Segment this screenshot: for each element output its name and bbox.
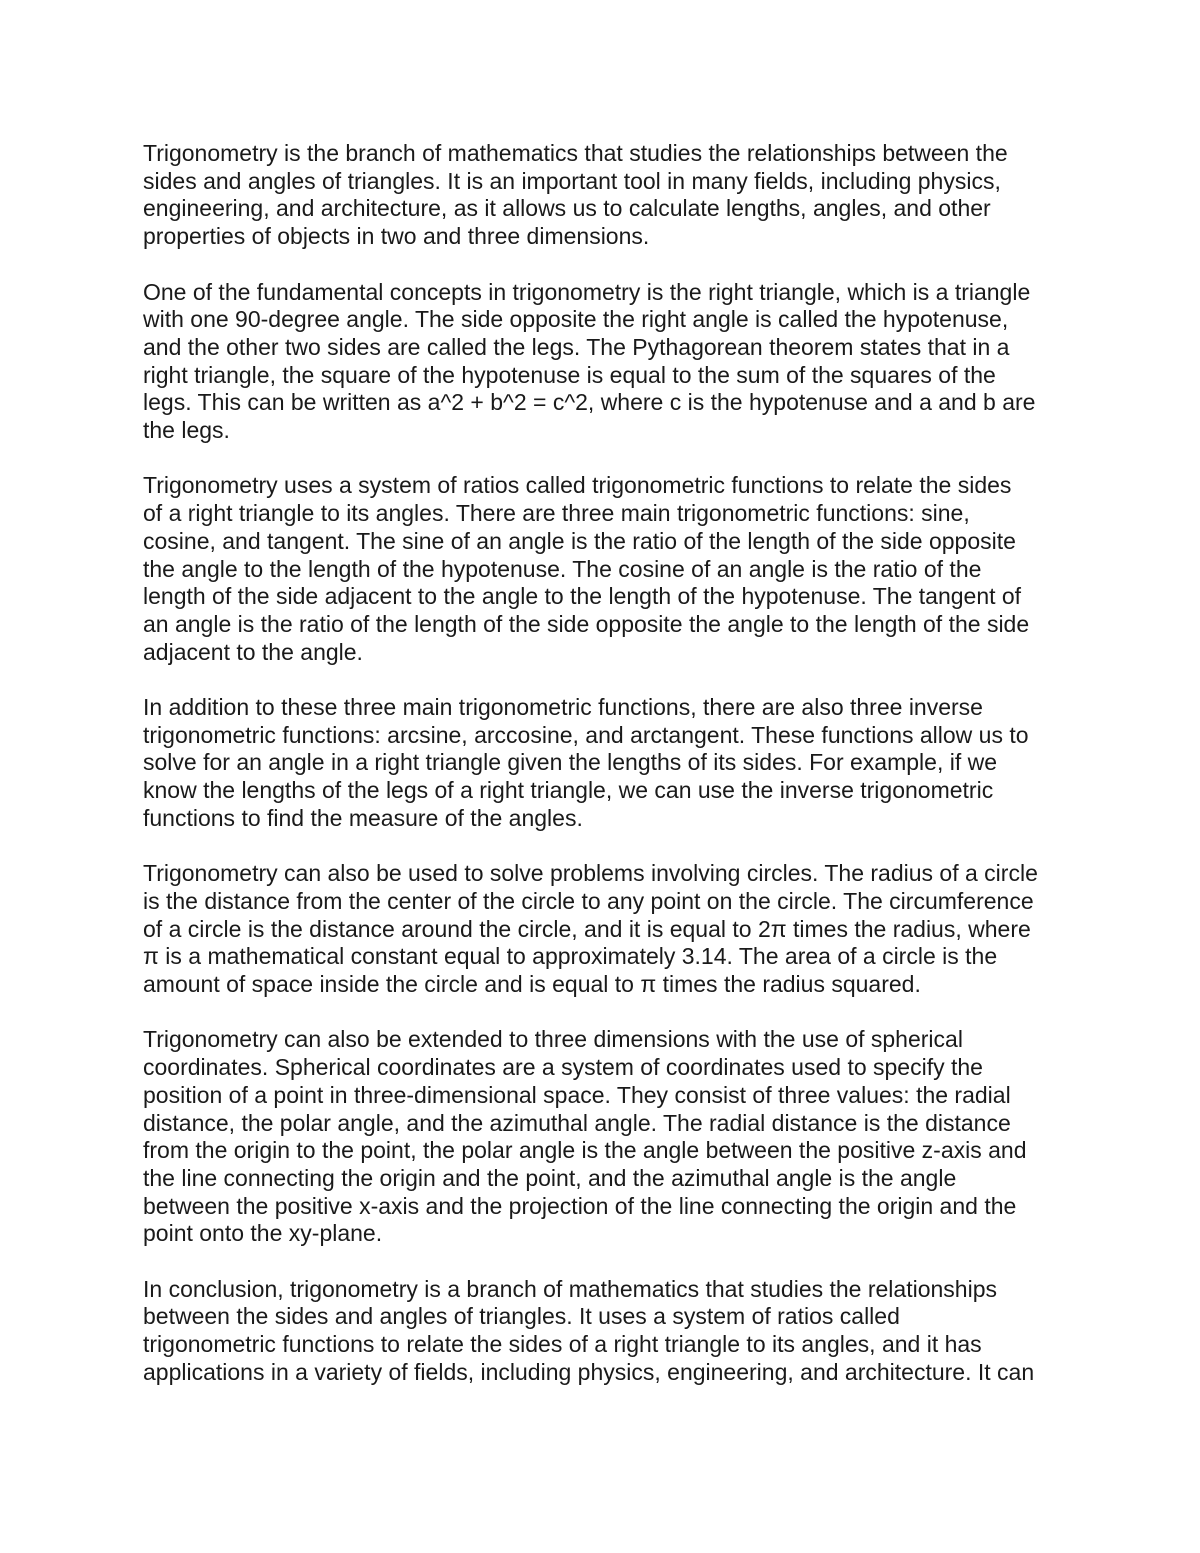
text-line: position of a point in three-dimensional space. They consist of three values: the radial (143, 1081, 1011, 1108)
text-line: solve for an angle in a right triangle given the lengths of its sides. For example, if we (143, 749, 998, 776)
text-line: point onto the xy-plane. (143, 1220, 383, 1247)
text-line: distance, the polar angle, and the azimuthal angle. The radial distance is the distance (143, 1109, 1011, 1136)
text-line: π is a mathematical constant equal to approximately 3.14. The area of a circle is the (143, 943, 998, 970)
text-line: Trigonometry can also be used to solve problems involving circles. The radius of a circle (143, 860, 1038, 887)
text-line: with one 90-degree angle. The side opposite the right angle is called the hypotenuse, (143, 306, 1009, 333)
text-line: applications in a variety of fields, including physics, engineering, and architecture. It can (143, 1358, 1035, 1385)
text-line: an angle is the ratio of the length of the side opposite the angle to the length of the side (143, 610, 1030, 637)
paragraph-inverse-functions (143, 694, 1063, 833)
text-line: trigonometric functions to relate the sides of a right triangle to its angles, and it has (143, 1331, 982, 1358)
paragraph-right-triangle (143, 279, 1063, 445)
text-line: One of the fundamental concepts in trigonometry is the right triangle, which is a triangle (143, 278, 1031, 305)
text-line: engineering, and architecture, as it allows us to calculate lengths, angles, and other (143, 195, 991, 222)
text-line: of a circle is the distance around the circle, and it is equal to 2π times the radius, where (143, 915, 1031, 942)
text-line: properties of objects in two and three dimensions. (143, 223, 650, 250)
text-line: Trigonometry is the branch of mathematics that studies the relationships between the (143, 140, 1008, 166)
text-line: right triangle, the square of the hypotenuse is equal to the sum of the squares of the (143, 361, 996, 388)
paragraph-trig-functions (143, 472, 1063, 666)
text-line: is the distance from the center of the circle to any point on the circle. The circumference (143, 887, 1034, 914)
text-line: trigonometric functions: arcsine, arccosine, and arctangent. These functions allow us to (143, 721, 1029, 748)
paragraph-circles (143, 860, 1063, 999)
text-line: functions to find the measure of the angles. (143, 804, 583, 831)
text-line: amount of space inside the circle and is equal to π times the radius squared. (143, 971, 921, 998)
text-line: of a right triangle to its angles. There are three main trigonometric functions: sine, (143, 500, 970, 527)
document-body (143, 140, 1063, 1414)
text-line: Trigonometry uses a system of ratios called trigonometric functions to relate the sides (143, 472, 1012, 499)
text-line: sides and angles of triangles. It is an important tool in many fields, including physics, (143, 167, 1001, 194)
text-line: from the origin to the point, the polar angle is the angle between the positive z-axis and (143, 1137, 1027, 1164)
text-line: coordinates. Spherical coordinates are a system of coordinates used to specify the (143, 1054, 983, 1081)
text-line: In addition to these three main trigonometric functions, there are also three inverse (143, 694, 983, 721)
paragraph-spherical-coordinates (143, 1026, 1063, 1248)
text-line: and the other two sides are called the legs. The Pythagorean theorem states that in a (143, 333, 1010, 360)
text-line: In conclusion, trigonometry is a branch of mathematics that studies the relationships (143, 1275, 997, 1302)
text-line: legs. This can be written as a^2 + b^2 = c^2, where c is the hypotenuse and a and b are (143, 389, 1036, 416)
text-line: between the positive x-axis and the projection of the line connecting the origin and the (143, 1192, 1017, 1219)
text-line: length of the side adjacent to the angle to the length of the hypotenuse. The tangent of (143, 583, 1022, 610)
text-line: adjacent to the angle. (143, 638, 363, 665)
paragraph-intro (143, 140, 1063, 251)
paragraph-conclusion (143, 1276, 1063, 1387)
text-line: the line connecting the origin and the point, and the azimuthal angle is the angle (143, 1164, 957, 1191)
text-line: Trigonometry can also be extended to three dimensions with the use of spherical (143, 1026, 963, 1053)
text-line: know the lengths of the legs of a right triangle, we can use the inverse trigonometric (143, 777, 994, 804)
text-line: the legs. (143, 417, 230, 444)
text-line: the angle to the length of the hypotenuse. The cosine of an angle is the ratio of the (143, 555, 982, 582)
text-line: between the sides and angles of triangles. It uses a system of ratios called (143, 1303, 900, 1330)
text-line: cosine, and tangent. The sine of an angle is the ratio of the length of the side opposite (143, 527, 1016, 554)
